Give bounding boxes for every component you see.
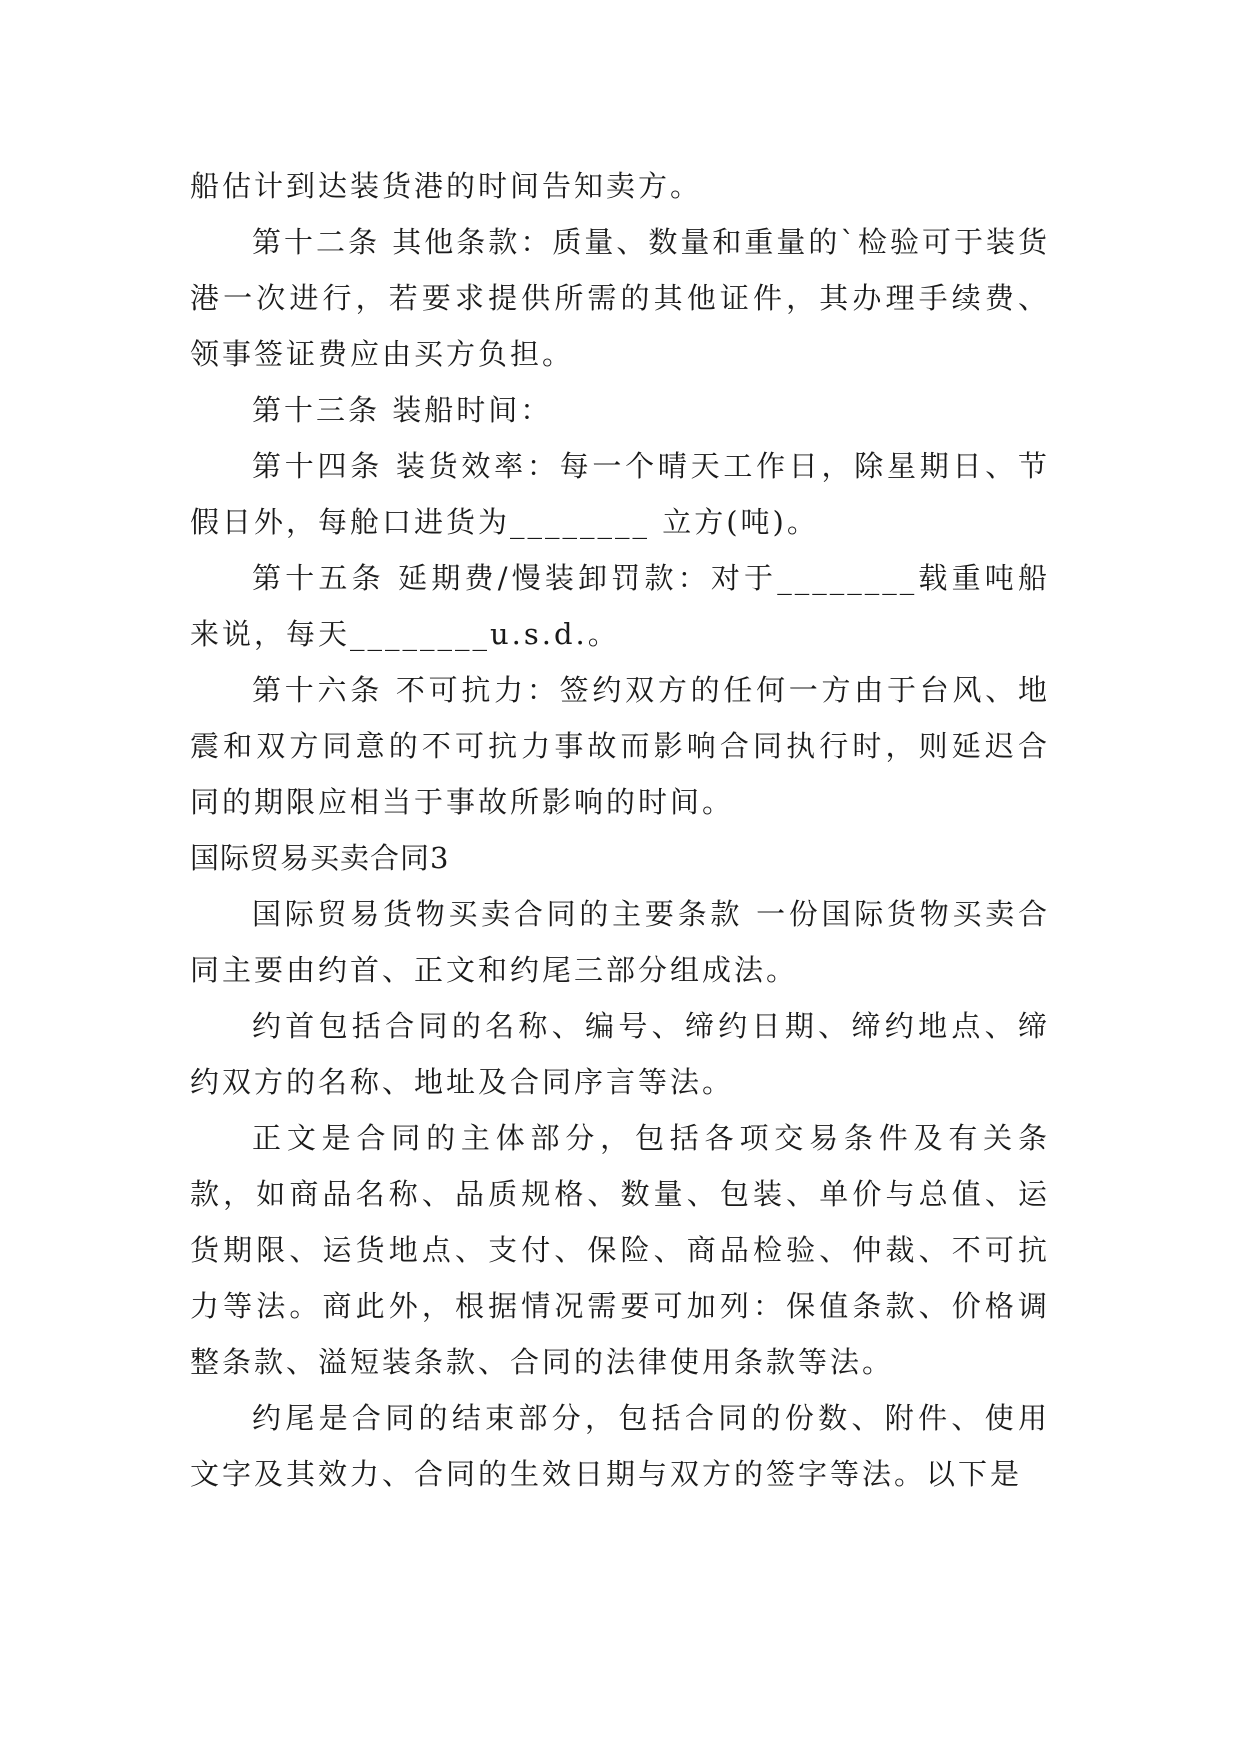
article-13-paragraph: 第十三条 装船时间： [252,393,553,427]
paragraph-continuation: 船估计到达装货港的时间告知卖方。 [190,169,703,203]
article-15-paragraph: 第十五条 延期费/慢装卸罚款：对于________载重吨船来说，每天________u.s.d.。 [190,561,1050,651]
main-terms-paragraph: 国际贸易货物买卖合同的主要条款 一份国际货物买卖合同主要由约首、正文和约尾三部分组成法。 [190,897,1050,987]
article-16-paragraph: 第十六条 不可抗力：签约双方的任何一方由于台风、地震和双方同意的不可抗力事故而影响合同执行时，则延迟合同的期限应相当于事故所影响的时间。 [190,673,1050,819]
body-text-paragraph: 正文是合同的主体部分，包括各项交易条件及有关条款，如商品名称、品质规格、数量、包装、单价与总值、运货期限、运货地点、支付、保险、商品检验、仲裁、不可抗力等法。商此外，根据情况需要可加列：保值条款、价格调整条款、溢短装条款、合同的法律使用条款等法。 [190,1121,1050,1379]
article-12-paragraph: 第十二条 其他条款：质量、数量和重量的`检验可于装货港一次进行，若要求提供所需的其他证件，其办理手续费、领事签证费应由买方负担。 [190,225,1050,371]
ending-paragraph: 约尾是合同的结束部分，包括合同的份数、附件、使用文字及其效力、合同的生效日期与双方的签字等法。以下是 [190,1401,1050,1491]
document-body [190,158,1050,1502]
section-heading: 国际贸易买卖合同3 [190,841,450,875]
article-14-paragraph: 第十四条 装货效率：每一个晴天工作日，除星期日、节假日外，每舱口进货为________ 立方(吨)。 [190,449,1050,539]
preamble-paragraph: 约首包括合同的名称、编号、缔约日期、缔约地点、缔约双方的名称、地址及合同序言等法。 [190,1009,1050,1099]
